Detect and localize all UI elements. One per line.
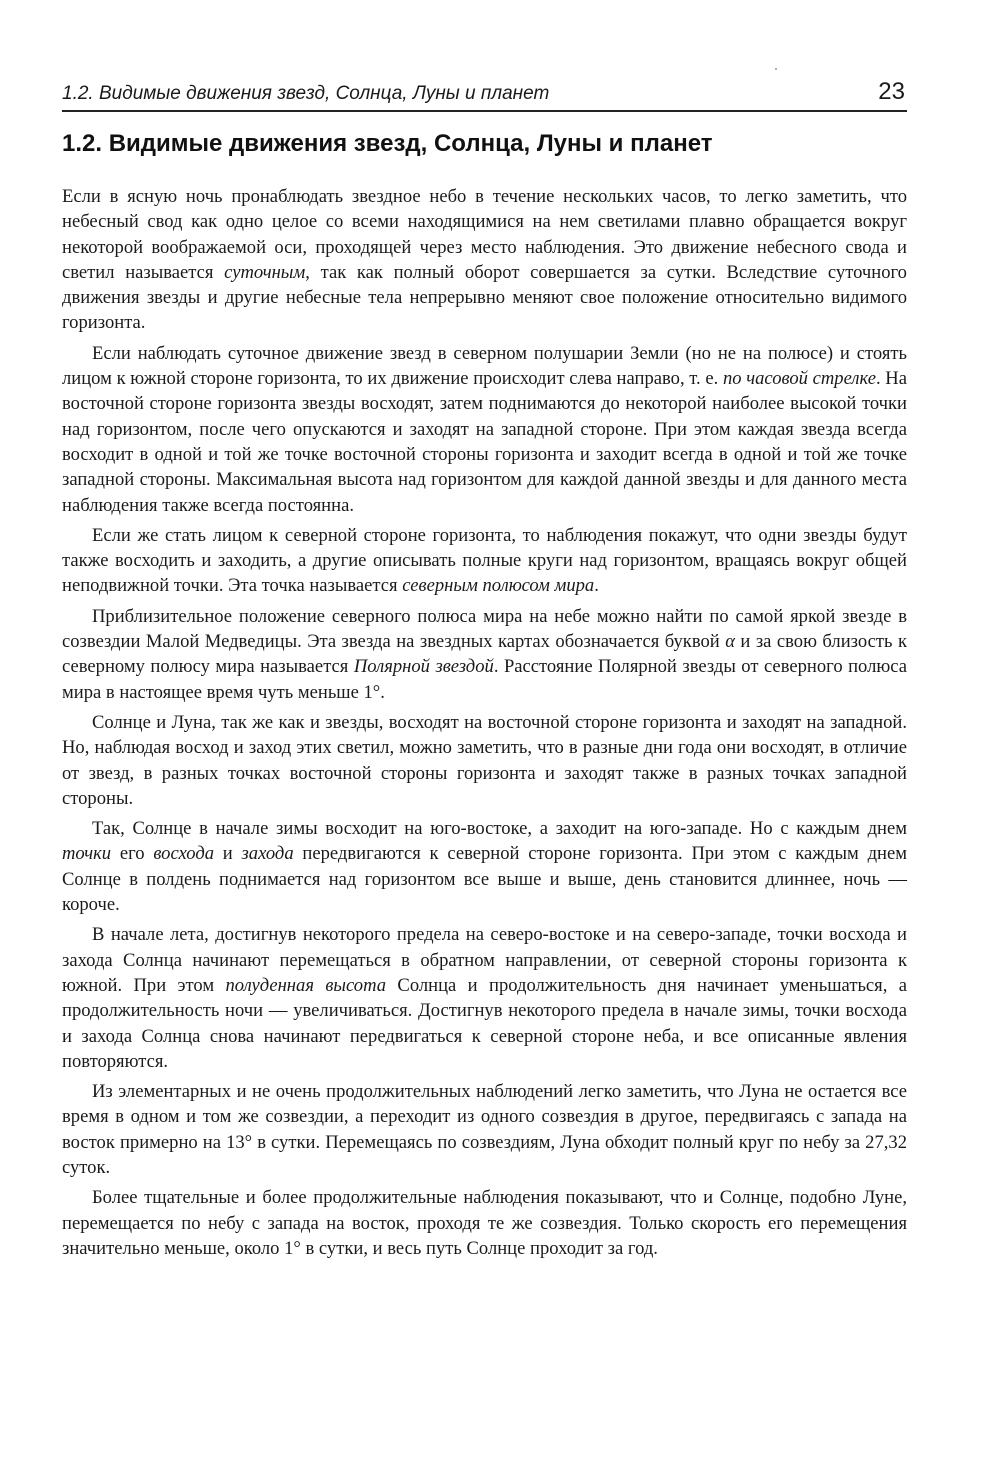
paragraph-5: Солнце и Луна, так же как и звезды, восходят на восточной стороне горизонта и заходят на западной. Но, наблюдая восход и заход этих светил, можно заметить, что в разные дни года они восходят, в отличие от звезд, в разных точках восточной стороны горизонта и заходят также в разных точках западной стороны. [62,711,907,809]
paragraph-4: Приблизительное положение северного полюса мира на небе можно найти по самой яркой звезде в созвездии Малой Медведицы. Эта звезда на звездных картах обозначается буквой α и за свою близость к северному полюсу мира называется Полярной звездой. Расстояние Полярной звезды от северного полюса мира в настоящее время чуть меньше 1°. [62,605,908,703]
term-tochki: точки [62,843,112,865]
term-zakhoda: захода [241,843,294,865]
term-poludennaya-vysota: полуденная высота [225,974,387,996]
body-text [62,184,907,1266]
paragraph-2: Если наблюдать суточное движение звезд в северном полушарии Земли (но не на полюсе) и стоять лицом к южной стороне горизонта, то их движение происходит слева направо, т. е. по часовой стрелке. На восточной стороне горизонта звезды восходят, затем поднимаются до некоторой наиболее высокой точки над горизонтом, после чего опускаются и заходят на западной стороне. При этом каждая звезда всегда восходит в одной и той же точке восточной стороны горизонта и заходит всегда в одной и той же точке западной стороны. Максимальная высота над горизонтом для каждой данной звезды и для данного места наблюдения также всегда постоянна. [62,342,907,516]
term-sutochnym: суточным [224,261,306,283]
term-polyarnoy-zvezdoy: Полярной звездой [353,656,494,678]
paragraph-9: Более тщательные и более продолжительные наблюдения показывают, что и Солнце, подобно Луне, перемещается по небу с запада на восток, проходя те же созвездия. Только скорость его перемещения значительно меньше, около 1° в сутки, и весь путь Солнце проходит за год. [62,1187,907,1259]
running-header [62,76,907,112]
paragraph-3: Если же стать лицом к северной стороне горизонта, то наблюдения покажут, что одни звезды будут также восходить и заходить, а другие описывать полные круги над горизонтом, вращаясь вокруг общей неподвижной точки. Эта точка называется северным полюсом мира. [62,524,907,597]
section-title: 1.2. Видимые движения звезд, Солнца, Луны и планет [62,130,713,157]
symbol-alpha: α [725,631,735,653]
paragraph-6: Так, Солнце в начале зимы восходит на юго-востоке, а заходит на юго-западе. Но с каждым днем точки его восхода и захода передвигаются к северной стороне горизонта. При этом с каждым днем Солнце в полдень поднимается над горизонтом все выше и выше, день становится длиннее, ночь — короче. [62,818,907,916]
term-voskhoda: восхода [153,843,215,865]
scan-speck [775,68,777,70]
paragraph-1: Если в ясную ночь пронаблюдать звездное небо в течение нескольких часов, то легко заметить, что небесный свод как одно целое со всеми находящимися на нем светилами плавно обращается вокруг некоторой воображаемой оси, проходящей через место наблюдения. Это движение небесного свода и светил называется суточным, так как полный оборот совершается за сутки. Вследствие суточного движения звезды и другие небесные тела непрерывно меняют свое положение относительно видимого горизонта. [62,186,907,334]
term-po-chasovoy-strelke: по часовой стрелке [722,368,876,390]
paragraph-8: Из элементарных и не очень продолжительных наблюдений легко заметить, что Луна не остается все время в одном и том же созвездии, а переходит из одного созвездия в другое, передвигаясь с запада на восток примерно на 13° в сутки. Перемещаясь по созвездиям, Луна обходит полный круг по небу за 27,32 суток. [62,1081,907,1178]
term-severnym-polyusom-mira: северным полюсом мира [402,575,595,597]
page-number: 23 [878,78,905,105]
running-title: 1.2. Видимые движения звезд, Солнца, Луны и планет [62,83,550,104]
paragraph-7: В начале лета, достигнув некоторого предела на северо-востоке и на северо-западе, точки восхода и захода Солнца начинают перемещаться в обратном направлении, от северной стороны горизонта к южной. При этом полуденная высота Солнца и продолжительность дня начинает уменьшаться, а продолжительность ночи — увеличиваться. Достигнув некоторого предела в начале зимы, точки восхода и захода Солнца снова начинают передвигаться к северной стороне неба, и все описанные явления повторяются. [62,924,908,1072]
